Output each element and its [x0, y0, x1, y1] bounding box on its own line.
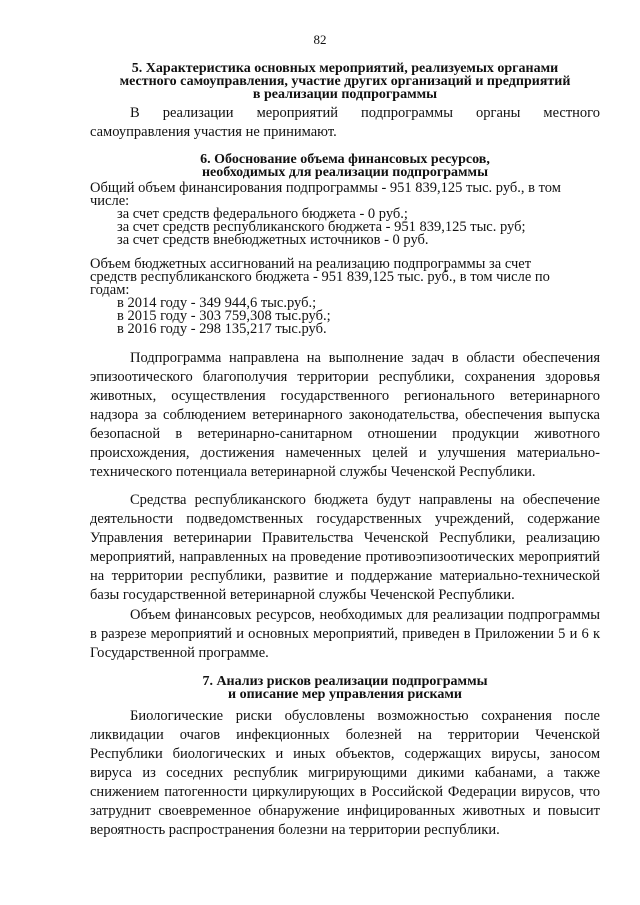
section7-title-line: 7. Анализ рисков реализации подпрограммы: [202, 674, 488, 689]
funding-total-line: числе:: [90, 193, 130, 209]
budget-allocation: [90, 258, 600, 336]
section6-title: [90, 153, 600, 179]
section7-title: [90, 675, 600, 701]
funding-source: за счет средств федерального бюджета - 0 руб.;: [117, 206, 408, 222]
section6-title-line: необходимых для реализации подпрограммы: [201, 165, 489, 180]
section7-body: Биологические риски обусловлены возможностью сохранения после ликвидации очагов инфекционных болезней на территории Чеченской Республики биологических и иных объектов, содержащих вирусы, заносом вируса из соседних республик мигрирующими дикими кабанами, а также снижением патогенности циркулирующих в Российской Федерации вирусов, что затруднит своевременное обнаружение инфицированных животных и повысит вероятность распространения болезни на территории республики.: [90, 708, 600, 838]
funding-source: за счет средств республиканского бюджета - 951 839,125 тыс. руб;: [117, 219, 526, 235]
year-allocation: в 2016 году - 298 135,217 тыс.руб.: [117, 321, 327, 337]
financing-reference: Объем финансовых ресурсов, необходимых для реализации подпрограммы в разрезе мероприятий и основных мероприятий, приведен в Приложении 5 и 6 к Государственной программе.: [90, 607, 600, 661]
allocation-line: средств республиканского бюджета - 951 839,125 тыс. руб., в том числе по: [90, 269, 550, 285]
page-number: 82: [313, 32, 327, 47]
year-allocation: в 2015 году - 303 759,308 тыс.руб.;: [117, 308, 331, 324]
section7-title-line: и описание мер управления рисками: [228, 687, 462, 702]
section5-body: В реализации мероприятий подпрограммы органы местного самоуправления участия не принимают.: [90, 105, 600, 140]
section6-title-line: 6. Обоснование объема финансовых ресурсов,: [200, 152, 490, 167]
section5-title-line: местного самоуправления, участие других организаций и предприятий: [119, 74, 571, 89]
subprogram-purpose: Подпрограмма направлена на выполнение задач в области обеспечения эпизоотического благополучия территории республики, сохранения здоровья животных, осуществления государственного регионального ветеринарного надзора за соблюдением ветеринарного законодательства, обеспечения выпуска безопасной в ветеринарно-санитарном отношении продукции животного происхождения, достижения намеченных целей и улучшения материально-технического потенциала ветеринарной службы Чеченской Республики.: [90, 350, 600, 480]
allocation-line: Объем бюджетных ассигнований на реализацию подпрограммы за счет: [90, 256, 532, 272]
section5-title-line: в реализации подпрограммы: [252, 87, 438, 102]
allocation-line: годам:: [90, 282, 130, 298]
section5-title-line: 5. Характеристика основных мероприятий, реализуемых органами: [131, 61, 559, 76]
funding-total: [90, 182, 600, 247]
funding-source: за счет средств внебюджетных источников - 0 руб.: [117, 232, 429, 248]
funding-total-line: Общий объем финансирования подпрограммы - 951 839,125 тыс. руб., в том: [90, 180, 561, 196]
budget-usage: Средства республиканского бюджета будут направлены на обеспечение деятельности подведомственных государственных учреждений, содержание Управления ветеринарии Правительства Чеченской Республики, реализацию мероприятий, направленных на проведение противоэпизоотических мероприятий на территории республики, развитие и поддержание материально-технической базы государственной ветеринарной службы Чеченской Республики.: [90, 492, 600, 603]
year-allocation: в 2014 году - 349 944,6 тыс.руб.;: [117, 295, 317, 311]
section5-title: [90, 62, 600, 101]
